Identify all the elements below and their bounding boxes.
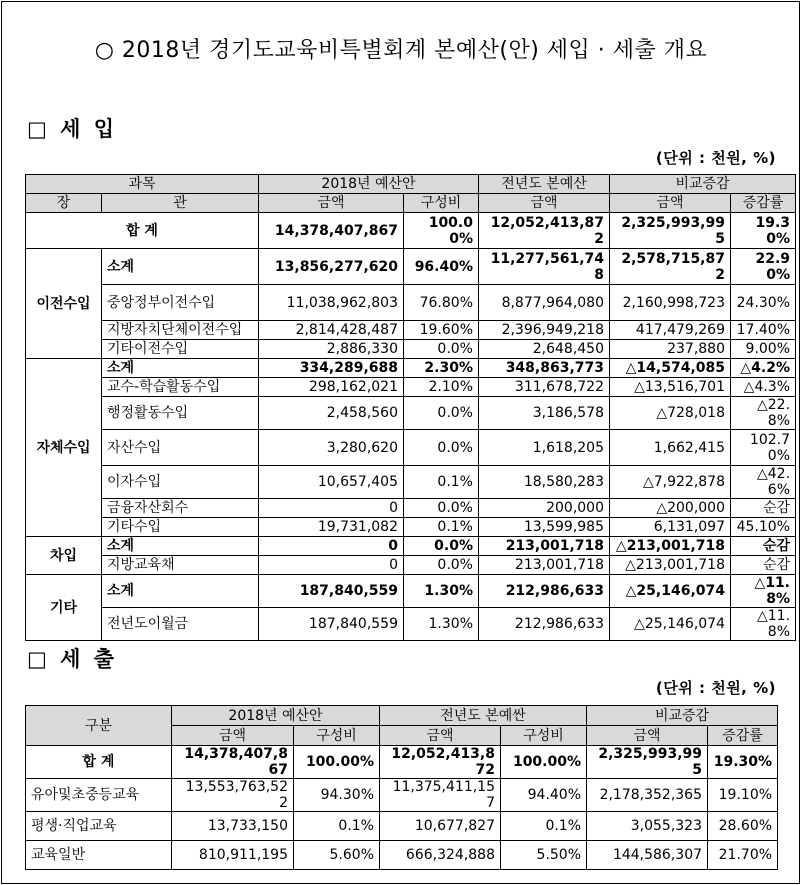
cell-diff: △13,516,701: [610, 378, 731, 397]
cell-rate: 19.10%: [708, 779, 778, 812]
cell-prev: 200,000: [479, 499, 610, 518]
cell-diff: 2,325,993,995: [587, 746, 708, 779]
header-budget-2018: 2018년 예산안: [259, 175, 479, 194]
cell-ratio: 0.1%: [404, 518, 479, 537]
cell-prev-ratio: 94.40%: [501, 779, 587, 812]
cell-diff: △7,922,878: [610, 466, 731, 499]
header-prev-ratio: 구성비: [501, 726, 587, 746]
cell-amount: 187,840,559: [259, 608, 404, 641]
cell-prev: 12,052,413,872: [479, 213, 610, 249]
cell-item: 행정활동수입: [102, 397, 259, 430]
cell-ratio: 2.10%: [404, 378, 479, 397]
cell-ratio: 0.0%: [404, 556, 479, 575]
cell-diff: △14,574,085: [610, 359, 731, 378]
cell-rate: 45.10%: [731, 518, 796, 537]
header-ratio: 구성비: [404, 194, 479, 213]
cell-prev: 1,618,205: [479, 430, 610, 466]
cell-ratio: 5.60%: [294, 841, 380, 870]
cell-amount: 334,289,688: [259, 359, 404, 378]
cell-diff: 6,131,097: [610, 518, 731, 537]
table-row: [26, 397, 796, 430]
revenue-table: [25, 174, 796, 641]
cell-prev: 13,599,985: [479, 518, 610, 537]
table-row: [26, 841, 778, 870]
cell-prev: 12,052,413,872: [380, 746, 501, 779]
cell-rate: △11.8%: [731, 608, 796, 641]
cell-diff: △25,146,074: [610, 608, 731, 641]
cell-diff: 144,586,307: [587, 841, 708, 870]
cell-amount: 13,553,763,522: [172, 779, 294, 812]
cell-prev: 2,396,949,218: [479, 321, 610, 340]
cell-amount: 2,458,560: [259, 397, 404, 430]
header-category: 구분: [26, 706, 172, 746]
group-label: 기타: [26, 575, 102, 641]
cell-item: 지방자치단체이전수입: [102, 321, 259, 340]
header-comparison: 비교증감: [587, 706, 778, 726]
cell-item: 기타수입: [102, 518, 259, 537]
expenditure-unit: (단위 : 천원, %): [655, 679, 776, 697]
header-rate: 증감률: [731, 194, 796, 213]
cell-ratio: 94.30%: [294, 779, 380, 812]
cell-amount: 13,856,277,620: [259, 249, 404, 285]
table-row: [26, 321, 796, 340]
cell-rate: 19.30%: [708, 746, 778, 779]
table-row: [26, 779, 778, 812]
cell-prev: 18,580,283: [479, 466, 610, 499]
cell-amount: 810,911,195: [172, 841, 294, 870]
cell-item: 기타이전수입: [102, 340, 259, 359]
cell-item: 소계: [102, 537, 259, 556]
cell-amount: 14,378,407,867: [259, 213, 404, 249]
table-row: [26, 430, 796, 466]
group-label: 이전수입: [26, 249, 102, 359]
cell-prev: 666,324,888: [380, 841, 501, 870]
cell-diff: △213,001,718: [610, 537, 731, 556]
cell-amount: 2,814,428,487: [259, 321, 404, 340]
table-row: [26, 378, 796, 397]
cell-prev: 11,277,561,748: [479, 249, 610, 285]
cell-prev: 212,986,633: [479, 608, 610, 641]
cell-amount: 3,280,620: [259, 430, 404, 466]
cell-item: 이자수입: [102, 466, 259, 499]
total-label: 합 계: [26, 746, 172, 779]
cell-ratio: 76.80%: [404, 285, 479, 321]
cell-item: 지방교육채: [102, 556, 259, 575]
cell-rate: △4.2%: [731, 359, 796, 378]
table-row: [26, 518, 796, 537]
cell-amount: 10,657,405: [259, 466, 404, 499]
cell-amount: 187,840,559: [259, 575, 404, 608]
cell-ratio: 19.60%: [404, 321, 479, 340]
cell-rate: 24.30%: [731, 285, 796, 321]
cell-rate: 28.60%: [708, 812, 778, 841]
cell-item: 중앙정부이전수입: [102, 285, 259, 321]
table-row: [26, 499, 796, 518]
cell-prev: 311,678,722: [479, 378, 610, 397]
group-label: 자체수입: [26, 359, 102, 537]
expenditure-table: [25, 705, 778, 870]
cell-rate: △11.8%: [731, 575, 796, 608]
cell-item: 자산수입: [102, 430, 259, 466]
header-budget-2018: 2018년 예산안: [172, 706, 380, 726]
cell-amount: 13,733,150: [172, 812, 294, 841]
cell-rate: 17.40%: [731, 321, 796, 340]
cell-rate: 19.30%: [731, 213, 796, 249]
cell-diff: 2,578,715,872: [610, 249, 731, 285]
cell-amount: 0: [259, 556, 404, 575]
cell-amount: 19,731,082: [259, 518, 404, 537]
cell-diff: △200,000: [610, 499, 731, 518]
revenue-unit: (단위 : 천원, %): [655, 149, 776, 167]
cell-diff: △25,146,074: [610, 575, 731, 608]
table-row: [26, 249, 796, 285]
cell-diff: 2,178,352,365: [587, 779, 708, 812]
cell-ratio: 0.1%: [294, 812, 380, 841]
cell-diff: 2,325,993,995: [610, 213, 731, 249]
header-comparison: 비교증감: [610, 175, 796, 194]
cell-prev: 212,986,633: [479, 575, 610, 608]
cell-prev: 213,001,718: [479, 537, 610, 556]
cell-rate: △22.8%: [731, 397, 796, 430]
cell-ratio: 0.0%: [404, 340, 479, 359]
cell-rate: 22.90%: [731, 249, 796, 285]
header-amount: 금액: [259, 194, 404, 213]
table-row: [26, 556, 796, 575]
cell-rate: 순감: [731, 556, 796, 575]
cell-rate: △42.6%: [731, 466, 796, 499]
header-subject: 과목: [26, 175, 259, 194]
cell-ratio: 0.0%: [404, 537, 479, 556]
revenue-heading: □ 세 입: [27, 117, 118, 141]
cell-item: 전년도이월금: [102, 608, 259, 641]
header-chapter: 장: [26, 194, 102, 213]
cell-ratio: 2.30%: [404, 359, 479, 378]
cell-label: 교육일반: [26, 841, 172, 870]
cell-amount: 0: [259, 499, 404, 518]
cell-prev-ratio: 5.50%: [501, 841, 587, 870]
header-section: 관: [102, 194, 259, 213]
cell-ratio: 1.30%: [404, 608, 479, 641]
cell-amount: 298,162,021: [259, 378, 404, 397]
cell-label: 유아및초중등교육: [26, 779, 172, 812]
table-row: [26, 359, 796, 378]
cell-amount: 0: [259, 537, 404, 556]
header-prev-budget: 전년도 본예산: [479, 175, 610, 194]
header-prev-amount: 금액: [380, 726, 501, 746]
cell-prev: 2,648,450: [479, 340, 610, 359]
cell-item: 소계: [102, 249, 259, 285]
cell-prev-ratio: 0.1%: [501, 812, 587, 841]
cell-rate: 순감: [731, 537, 796, 556]
header-ratio: 구성비: [294, 726, 380, 746]
expenditure-heading: □ 세 출: [27, 647, 118, 671]
cell-diff: 3,055,323: [587, 812, 708, 841]
cell-rate: 102.70%: [731, 430, 796, 466]
header-prev-amount: 금액: [479, 194, 610, 213]
cell-label: 평생·직업교육: [26, 812, 172, 841]
table-row: [26, 285, 796, 321]
table-row: [26, 213, 796, 249]
cell-item: 소계: [102, 575, 259, 608]
cell-ratio: 0.0%: [404, 397, 479, 430]
cell-diff: 237,880: [610, 340, 731, 359]
table-row: [26, 340, 796, 359]
cell-prev: 348,863,773: [479, 359, 610, 378]
header-prev-budget: 전년도 본예싼: [380, 706, 587, 726]
total-label: 합 계: [26, 213, 259, 249]
cell-item: 금융자산회수: [102, 499, 259, 518]
table-row: [26, 746, 778, 779]
cell-diff: △728,018: [610, 397, 731, 430]
cell-ratio: 0.0%: [404, 499, 479, 518]
cell-diff: △213,001,718: [610, 556, 731, 575]
cell-rate: 9.00%: [731, 340, 796, 359]
cell-item: 소계: [102, 359, 259, 378]
table-row: [26, 812, 778, 841]
header-rate: 증감률: [708, 726, 778, 746]
header-amount: 금액: [172, 726, 294, 746]
cell-rate: 21.70%: [708, 841, 778, 870]
cell-prev-ratio: 100.00%: [501, 746, 587, 779]
table-row: [26, 608, 796, 641]
table-row: [26, 575, 796, 608]
cell-ratio: 1.30%: [404, 575, 479, 608]
cell-prev: 3,186,578: [479, 397, 610, 430]
header-diff-amount: 금액: [610, 194, 731, 213]
cell-prev: 8,877,964,080: [479, 285, 610, 321]
header-diff-amount: 금액: [587, 726, 708, 746]
cell-ratio: 96.40%: [404, 249, 479, 285]
cell-diff: 2,160,998,723: [610, 285, 731, 321]
cell-diff: 1,662,415: [610, 430, 731, 466]
cell-item: 교수-학습활동수입: [102, 378, 259, 397]
cell-rate: △4.3%: [731, 378, 796, 397]
cell-rate: 순감: [731, 499, 796, 518]
cell-ratio: 100.00%: [294, 746, 380, 779]
cell-prev: 10,677,827: [380, 812, 501, 841]
cell-prev: 11,375,411,157: [380, 779, 501, 812]
cell-diff: 417,479,269: [610, 321, 731, 340]
cell-ratio: 0.1%: [404, 466, 479, 499]
group-label: 차입: [26, 537, 102, 575]
table-row: [26, 537, 796, 556]
cell-amount: 14,378,407,867: [172, 746, 294, 779]
cell-prev: 213,001,718: [479, 556, 610, 575]
page-title: ○ 2018년 경기도교육비특별회계 본예산(안) 세입 · 세출 개요: [94, 38, 708, 63]
cell-amount: 2,886,330: [259, 340, 404, 359]
cell-ratio: 100.00%: [404, 213, 479, 249]
cell-amount: 11,038,962,803: [259, 285, 404, 321]
table-row: [26, 466, 796, 499]
cell-ratio: 0.0%: [404, 430, 479, 466]
